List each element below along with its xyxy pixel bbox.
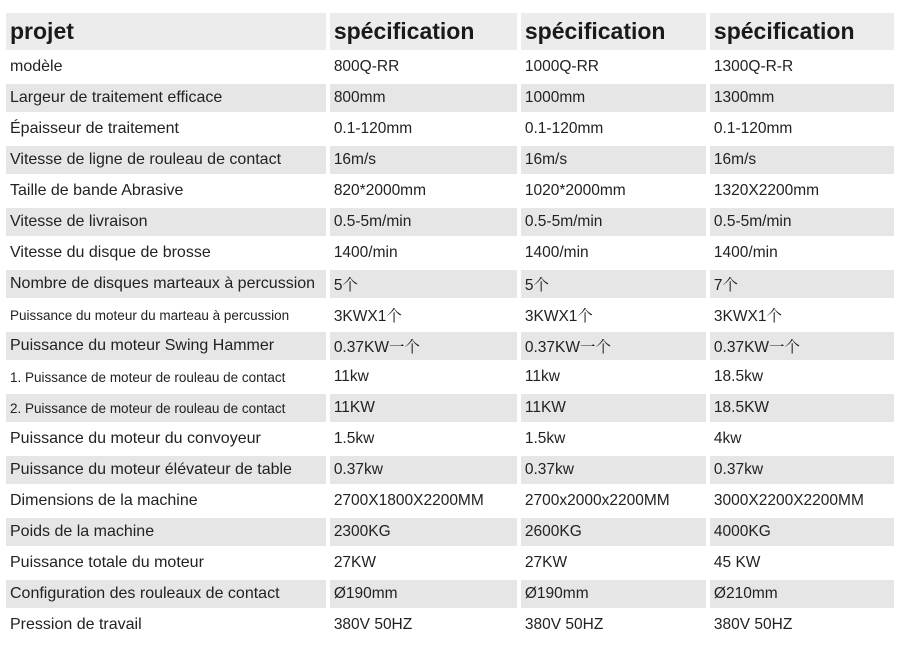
cell-model-2: 0.5-5m/min [521, 208, 706, 236]
header-specification-1: spécification [330, 13, 517, 50]
cell-model-2: 5个 [521, 270, 706, 298]
row-label: Puissance du moteur Swing Hammer [6, 332, 326, 360]
row-label: 1. Puissance de moteur de rouleau de contact [6, 363, 326, 391]
cell-model-2: 1000mm [521, 84, 706, 112]
header-row [6, 13, 894, 50]
cell-model-2: 3KWX1个 [521, 301, 706, 329]
cell-model-2: 0.37KW一个 [521, 332, 706, 360]
table-row [6, 208, 894, 236]
cell-model-3: 16m/s [710, 146, 894, 174]
table-row [6, 115, 894, 143]
header-specification-2: spécification [521, 13, 706, 50]
row-label: modèle [6, 53, 326, 81]
cell-model-3: 18.5KW [710, 394, 894, 422]
cell-model-1: 800mm [330, 84, 517, 112]
cell-model-1: 5个 [330, 270, 517, 298]
cell-model-1: 2300KG [330, 518, 517, 546]
cell-model-2: Ø190mm [521, 580, 706, 608]
table-body [6, 53, 894, 639]
table-row [6, 270, 894, 298]
cell-model-1: 3KWX1个 [330, 301, 517, 329]
table-row [6, 425, 894, 453]
row-label: Pression de travail [6, 611, 326, 639]
cell-model-1: 1.5kw [330, 425, 517, 453]
cell-model-2: 27KW [521, 549, 706, 577]
cell-model-3: 0.37KW一个 [710, 332, 894, 360]
cell-model-1: 2700X1800X2200MM [330, 487, 517, 515]
cell-model-1: 11kw [330, 363, 517, 391]
table-row [6, 177, 894, 205]
cell-model-2: 380V 50HZ [521, 611, 706, 639]
cell-model-1: 0.5-5m/min [330, 208, 517, 236]
cell-model-3: 45 KW [710, 549, 894, 577]
cell-model-3: 7个 [710, 270, 894, 298]
cell-model-1: 0.37KW一个 [330, 332, 517, 360]
row-label: Épaisseur de traitement [6, 115, 326, 143]
cell-model-2: 2700x2000x2200MM [521, 487, 706, 515]
row-label: Puissance du moteur élévateur de table [6, 456, 326, 484]
cell-model-2: 11KW [521, 394, 706, 422]
cell-model-2: 11kw [521, 363, 706, 391]
cell-model-3: 380V 50HZ [710, 611, 894, 639]
cell-model-3: 1400/min [710, 239, 894, 267]
cell-model-3: 4000KG [710, 518, 894, 546]
cell-model-1: 800Q-RR [330, 53, 517, 81]
header-projet: projet [6, 13, 326, 50]
row-label: Largeur de traitement efficace [6, 84, 326, 112]
table-row [6, 301, 894, 329]
table-row [6, 332, 894, 360]
table-row [6, 363, 894, 391]
cell-model-1: 0.1-120mm [330, 115, 517, 143]
cell-model-2: 1.5kw [521, 425, 706, 453]
table-row [6, 239, 894, 267]
cell-model-3: 0.1-120mm [710, 115, 894, 143]
cell-model-2: 1400/min [521, 239, 706, 267]
specification-table [2, 10, 898, 642]
row-label: Vitesse du disque de brosse [6, 239, 326, 267]
table-row [6, 580, 894, 608]
row-label: Nombre de disques marteaux à percussion [6, 270, 326, 298]
cell-model-3: 0.5-5m/min [710, 208, 894, 236]
cell-model-3: 18.5kw [710, 363, 894, 391]
table-row [6, 518, 894, 546]
cell-model-1: 11KW [330, 394, 517, 422]
cell-model-3: 3KWX1个 [710, 301, 894, 329]
row-label: 2. Puissance de moteur de rouleau de contact [6, 394, 326, 422]
row-label: Vitesse de livraison [6, 208, 326, 236]
cell-model-2: 16m/s [521, 146, 706, 174]
cell-model-3: Ø210mm [710, 580, 894, 608]
cell-model-2: 0.37kw [521, 456, 706, 484]
table-row [6, 611, 894, 639]
cell-model-3: 3000X2200X2200MM [710, 487, 894, 515]
table-row [6, 146, 894, 174]
row-label: Poids de la machine [6, 518, 326, 546]
table-row [6, 549, 894, 577]
row-label: Puissance du moteur du convoyeur [6, 425, 326, 453]
table-row [6, 53, 894, 81]
cell-model-3: 1300mm [710, 84, 894, 112]
table-row [6, 84, 894, 112]
table-row [6, 394, 894, 422]
row-label: Vitesse de ligne de rouleau de contact [6, 146, 326, 174]
header-specification-3: spécification [710, 13, 894, 50]
cell-model-3: 1320X2200mm [710, 177, 894, 205]
row-label: Taille de bande Abrasive [6, 177, 326, 205]
cell-model-1: Ø190mm [330, 580, 517, 608]
cell-model-1: 380V 50HZ [330, 611, 517, 639]
cell-model-1: 1400/min [330, 239, 517, 267]
cell-model-1: 27KW [330, 549, 517, 577]
cell-model-1: 820*2000mm [330, 177, 517, 205]
cell-model-3: 0.37kw [710, 456, 894, 484]
cell-model-2: 1000Q-RR [521, 53, 706, 81]
table-row [6, 487, 894, 515]
cell-model-3: 1300Q-R-R [710, 53, 894, 81]
cell-model-2: 0.1-120mm [521, 115, 706, 143]
cell-model-2: 2600KG [521, 518, 706, 546]
cell-model-3: 4kw [710, 425, 894, 453]
cell-model-1: 0.37kw [330, 456, 517, 484]
row-label: Dimensions de la machine [6, 487, 326, 515]
row-label: Configuration des rouleaux de contact [6, 580, 326, 608]
row-label: Puissance totale du moteur [6, 549, 326, 577]
row-label: Puissance du moteur du marteau à percussion [6, 301, 326, 329]
cell-model-2: 1020*2000mm [521, 177, 706, 205]
table-row [6, 456, 894, 484]
cell-model-1: 16m/s [330, 146, 517, 174]
